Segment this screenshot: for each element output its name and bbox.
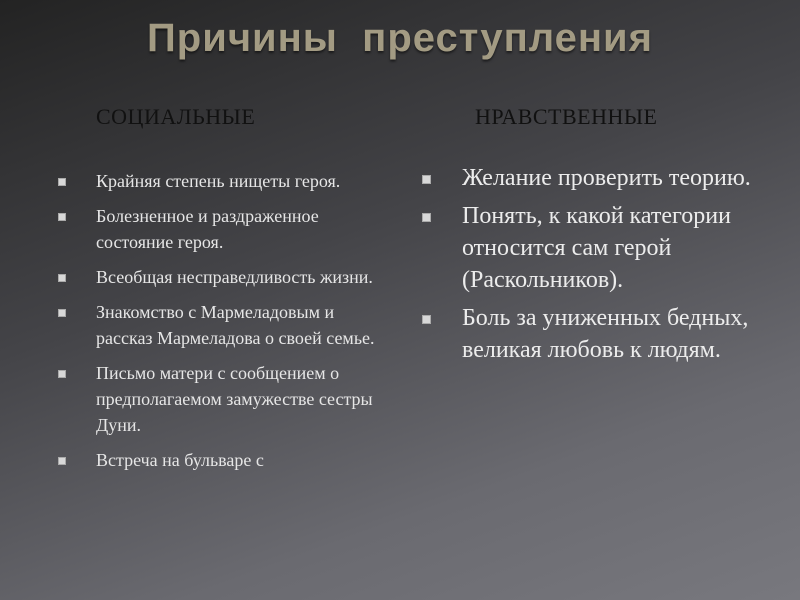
- list-item-text: Понять, к какой категории относится сам герой (Раскольников).: [462, 203, 731, 293]
- list-item-text: Знакомство с Мармеладовым и рассказ Мармеладова о своей семье.: [96, 302, 375, 348]
- moral-causes-heading: НРАВСТВЕННЫЕ: [475, 104, 658, 129]
- square-bullet-icon: [58, 178, 66, 186]
- list-item-text: Крайняя степень нищеты героя.: [96, 171, 341, 191]
- square-bullet-icon: [58, 213, 66, 221]
- social-causes-list: [58, 168, 378, 482]
- list-item-text: Всеобщая несправедливость жизни.: [96, 267, 373, 287]
- square-bullet-icon: [58, 274, 66, 282]
- list-item-text: Письмо матери с сообщением о предполагаемом замужестве сестры Дуни.: [96, 363, 373, 435]
- list-item-text: Желание проверить теорию.: [462, 165, 751, 191]
- slide-title: Причины преступления: [147, 16, 653, 60]
- list-item: [58, 203, 378, 255]
- square-bullet-icon: [58, 309, 66, 317]
- list-item: [422, 302, 762, 366]
- list-item-text: Боль за униженных бедных, великая любовь к людям.: [462, 305, 749, 363]
- square-bullet-icon: [422, 213, 431, 222]
- list-item-text: Встреча на бульваре с: [96, 450, 264, 470]
- list-item: [58, 264, 378, 290]
- list-item: [422, 162, 762, 194]
- list-item: [422, 200, 762, 296]
- list-item: [58, 168, 378, 194]
- square-bullet-icon: [422, 175, 431, 184]
- square-bullet-icon: [422, 315, 431, 324]
- moral-causes-list: [422, 162, 762, 372]
- square-bullet-icon: [58, 457, 66, 465]
- list-item: [58, 447, 378, 473]
- list-item: [58, 299, 378, 351]
- list-item: [58, 360, 378, 438]
- list-item-text: Болезненное и раздраженное состояние героя.: [96, 206, 319, 252]
- square-bullet-icon: [58, 370, 66, 378]
- social-causes-heading: СОЦИАЛЬНЫЕ: [96, 104, 256, 129]
